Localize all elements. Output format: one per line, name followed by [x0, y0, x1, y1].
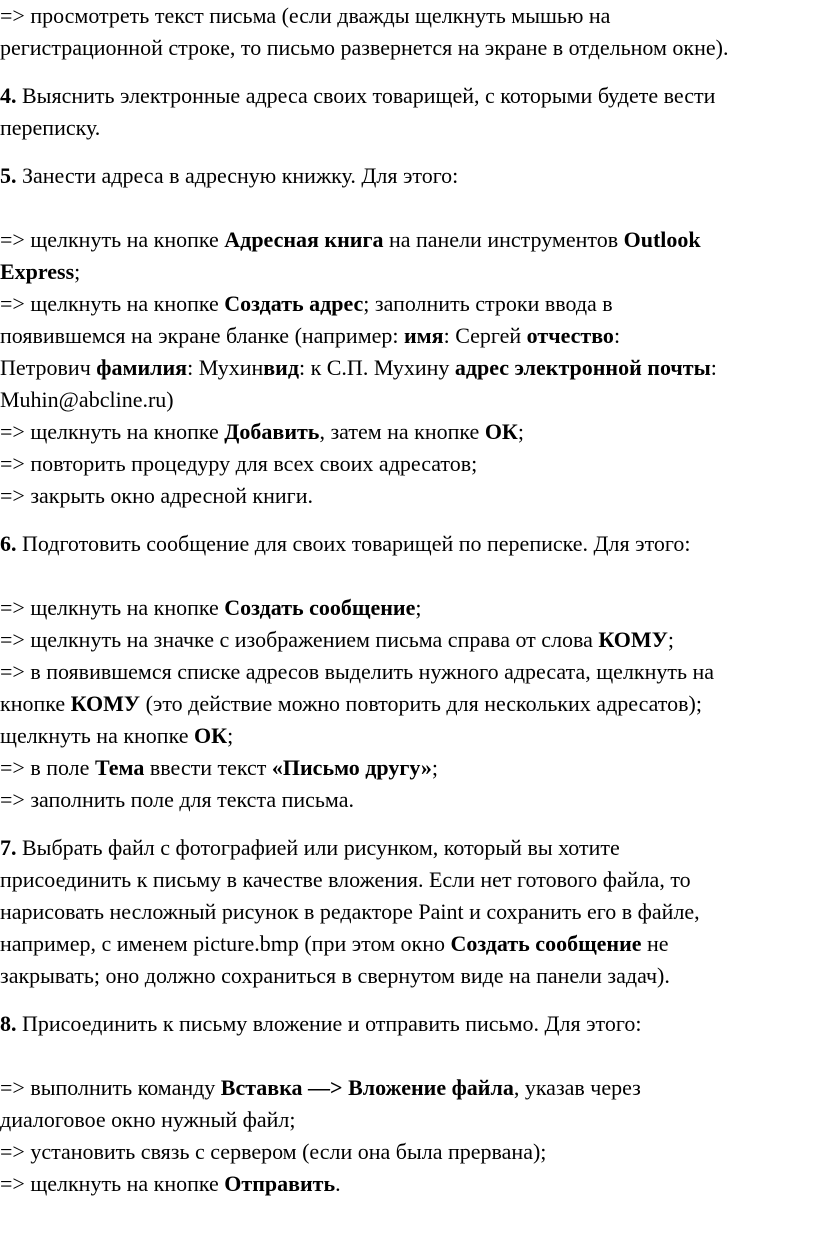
text-span: Выяснить электронные адреса своих товарищей, с которыми будете вести	[16, 83, 716, 108]
text-span: => повторить процедуру для всех своих адресатов;	[0, 451, 478, 476]
text-span: , указав через	[513, 1075, 641, 1100]
bold-text: 4.	[0, 83, 17, 108]
text-span: ;	[74, 259, 81, 284]
bold-text: 8.	[0, 1011, 17, 1036]
text-line	[0, 832, 620, 864]
text-span: => заполнить поле для текста письма.	[0, 787, 354, 812]
text-span: => установить связь с сервером (если она была прервана);	[0, 1139, 547, 1164]
text-span: => выполнить команду	[0, 1075, 221, 1100]
text-span: диалоговое окно нужный файл;	[0, 1107, 296, 1132]
text-span: => щелкнуть на кнопке	[0, 227, 225, 252]
text-span: на панели инструментов	[383, 227, 624, 252]
text-span: нарисовать несложный рисунок в редакторе Paint и сохранить его в файле,	[0, 899, 700, 924]
bold-text: вид	[263, 355, 299, 380]
text-line	[0, 688, 702, 720]
text-line	[0, 752, 438, 784]
text-line	[0, 624, 674, 656]
bold-text: Express	[0, 259, 75, 284]
text-span: регистрационной строке, то письмо развернется на экране в отдельном окне).	[0, 35, 729, 60]
bold-text: ОК	[193, 723, 228, 748]
text-span: ; заполнить строки ввода в	[363, 291, 613, 316]
text-span: => щелкнуть на кнопке	[0, 291, 225, 316]
text-span: Петрович	[0, 355, 97, 380]
bold-text: адрес электронной почты	[454, 355, 711, 380]
text-line	[0, 592, 421, 624]
text-line	[0, 256, 80, 288]
bold-text: Создать адрес	[224, 291, 364, 316]
text-span: кнопке	[0, 691, 71, 716]
text-span: => в появившемся списке адресов выделить нужного адресата, щелкнуть на	[0, 659, 715, 684]
bold-text: 7.	[0, 835, 17, 860]
text-span: Muhin@abcline.ru)	[0, 387, 174, 412]
text-span: переписку.	[0, 115, 101, 140]
text-line	[0, 80, 715, 112]
text-span: Присоединить к письму вложение и отправить письмо. Для этого:	[16, 1011, 642, 1036]
text-span: (это действие можно повторить для нескольких адресатов);	[140, 691, 702, 716]
text-line	[0, 160, 458, 192]
text-span: не	[641, 931, 669, 956]
text-span: => щелкнуть на кнопке	[0, 595, 225, 620]
text-span: => просмотреть текст письма (если дважды щелкнуть мышью на	[0, 3, 611, 28]
text-span: Подготовить сообщение для своих товарищей по переписке. Для этого:	[16, 531, 691, 556]
bold-text: ОК	[484, 419, 518, 444]
bold-text: Добавить	[224, 419, 320, 444]
text-line	[0, 288, 613, 320]
text-span: появившемся на экране бланке (например:	[0, 323, 404, 348]
text-span: ;	[517, 419, 525, 444]
text-line	[0, 1136, 546, 1168]
bold-text: Адресная книга	[224, 227, 384, 252]
text-line	[0, 1072, 641, 1104]
text-line	[0, 1104, 296, 1136]
text-line	[0, 448, 477, 480]
text-span: щелкнуть на кнопке	[0, 723, 194, 748]
text-span: .	[335, 1171, 341, 1196]
text-span: => щелкнуть на значке с изображением письма справа от слова	[0, 627, 599, 652]
bold-text: отчество	[526, 323, 614, 348]
bold-text: Вставка —> Вложение файла	[220, 1075, 514, 1100]
bold-text: 5.	[0, 163, 17, 188]
text-line	[0, 224, 701, 256]
text-line	[0, 896, 700, 928]
text-span: Занести адреса в адресную книжку. Для этого:	[16, 163, 459, 188]
text-line	[0, 480, 313, 512]
bold-text: КОМУ	[598, 627, 668, 652]
text-line	[0, 864, 691, 896]
text-line	[0, 960, 670, 992]
text-line	[0, 32, 728, 64]
text-span: : к С.П. Мухину	[298, 355, 455, 380]
text-span: : Мухин	[187, 355, 264, 380]
text-span: => в поле	[0, 755, 95, 780]
text-line	[0, 320, 620, 352]
bold-text: Создать сообщение	[224, 595, 416, 620]
text-span: присоединить к письму в качестве вложения. Если нет готового файла, то	[0, 867, 691, 892]
text-span: :	[613, 323, 621, 348]
text-line	[0, 720, 233, 752]
text-line	[0, 528, 691, 560]
text-line	[0, 0, 610, 32]
text-span: , затем на кнопке	[319, 419, 485, 444]
text-span: например, с именем picture.bmp (при этом окно	[0, 931, 451, 956]
text-line	[0, 384, 174, 416]
text-span: => щелкнуть на кнопке	[0, 419, 225, 444]
text-line	[0, 656, 714, 688]
text-span: ;	[415, 595, 422, 620]
bold-text: Создать сообщение	[450, 931, 642, 956]
bold-text: имя	[404, 323, 444, 348]
text-line	[0, 928, 669, 960]
text-line	[0, 352, 717, 384]
text-line	[0, 1168, 341, 1200]
text-span: => щелкнуть на кнопке	[0, 1171, 225, 1196]
text-span: ;	[431, 755, 439, 780]
bold-text: Тема	[94, 755, 145, 780]
bold-text: КОМУ	[70, 691, 141, 716]
text-span: ;	[667, 627, 674, 652]
bold-text: Отправить	[224, 1171, 336, 1196]
text-span: : Сергей	[443, 323, 527, 348]
text-span: Выбрать файл с фотографией или рисунком, который вы хотите	[16, 835, 620, 860]
text-span: ввести текст	[144, 755, 272, 780]
bold-text: фамилия	[96, 355, 188, 380]
text-line	[0, 416, 524, 448]
text-line	[0, 784, 354, 816]
text-span: => закрыть окно адресной книги.	[0, 483, 313, 508]
text-line	[0, 112, 100, 144]
bold-text: 6.	[0, 531, 17, 556]
text-span: закрывать; оно должно сохраниться в свернутом виде на панели задач).	[0, 963, 670, 988]
bold-text: Outlook	[623, 227, 701, 252]
bold-text: «Письмо другу»	[271, 755, 432, 780]
text-span: :	[710, 355, 717, 380]
text-line	[0, 1008, 641, 1040]
text-span: ;	[227, 723, 234, 748]
